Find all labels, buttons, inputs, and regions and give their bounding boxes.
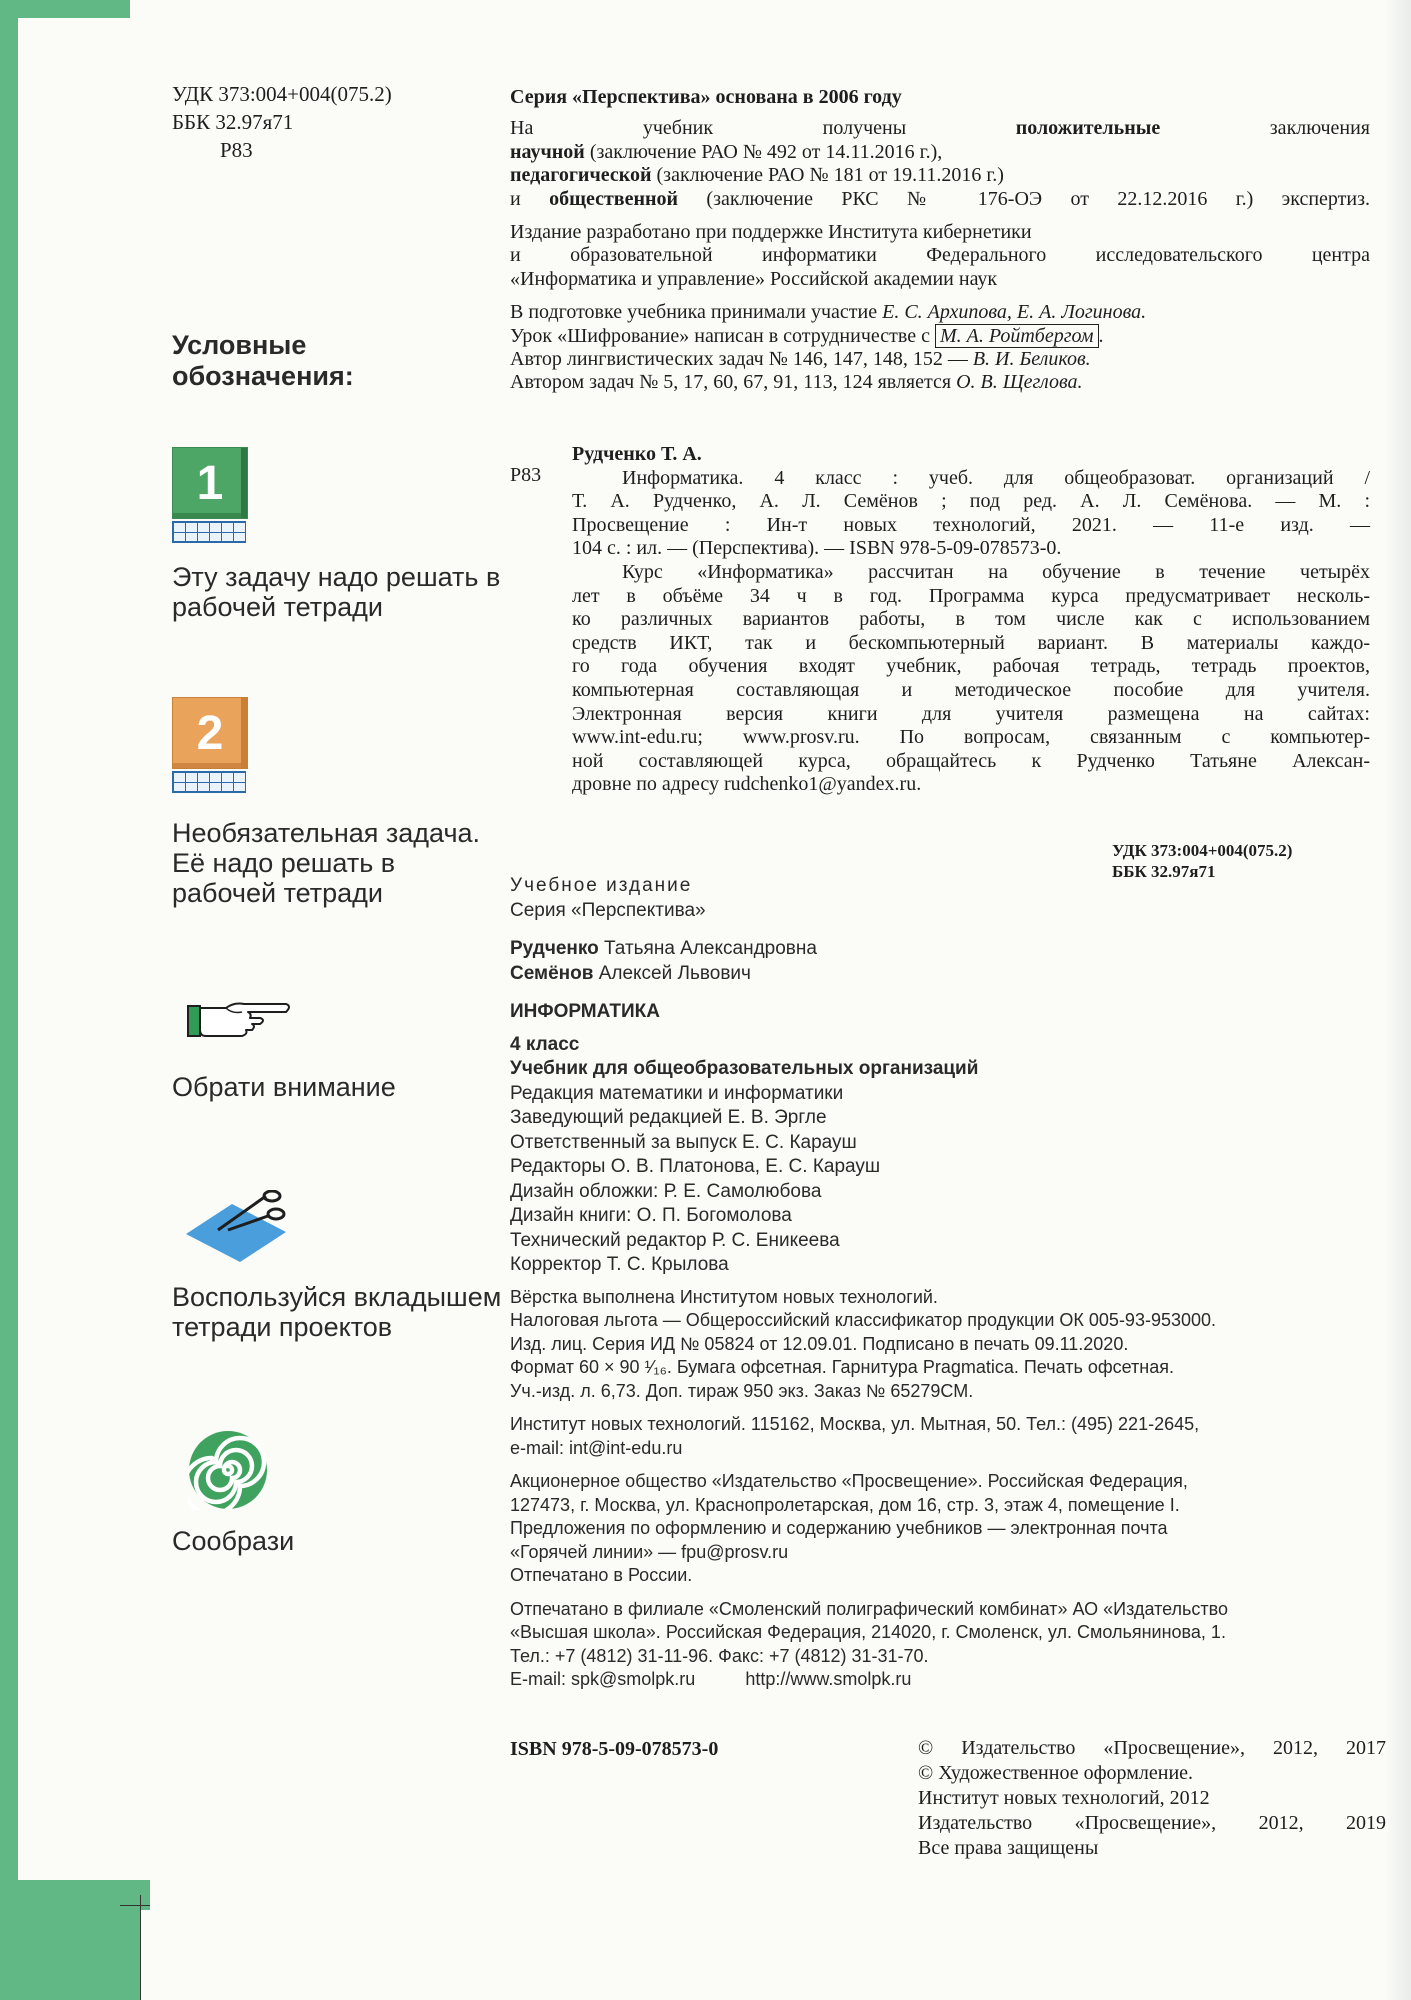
staff-list: Редакция математики и информатики Заведующий редакцией Е. В. Эргле Ответственный за выпуск Е. С. Карауш Редакторы О. В. Платонова, Е. С. Карауш Дизайн обложки: Р. Е. Самолюбова Дизайн книги: О. П. Богомолова Технический редактор Р. С. Еникеева Корректор Т. С. Крылова — [510, 1082, 881, 1275]
bbk-code: ББК 32.97я71 — [172, 110, 294, 134]
legend-text-attention: Обрати внимание — [172, 1072, 396, 1102]
printer-address: Отпечатано в филиале «Смоленский полиграфический комбинат» АО «Издательство «Высшая школа». Российская Федерация, 214020, г. Смоленск, ул. Смольянинова, 1. Тел.: +7 (4812) 31-11-96. Факс: +7 (4812) 31-31-70. E-mail: spk@smolpk.ru http://www.smolpk.ru — [510, 1598, 1229, 1689]
task-number-1-icon: 1 — [172, 447, 246, 543]
udk-block-right: УДК 373:004+004(075.2) ББК 32.97я71 — [1112, 841, 1293, 881]
annotation-code: Р83 — [510, 464, 542, 486]
page-bottom — [140, 1910, 1411, 2000]
boxed-name: М. А. Ройтбергом — [935, 324, 1099, 348]
support-note: Издание разработано при поддержке Института кибернетики и образовательной информатики Федерального исследовательского центра «Информатика и управление» Российской академии наук — [510, 221, 1370, 290]
task-number-2-icon: 2 — [172, 697, 246, 793]
crop-mark — [120, 1905, 150, 1906]
frame-inner — [18, 18, 130, 1898]
scissors-icon — [184, 1190, 288, 1262]
book-title: ИНФОРМАТИКА — [510, 1001, 660, 1022]
annotation: Рудченко Т. А. Информатика. 4 класс : учеб. для общеобразоват. организаций / Т. А. Рудченко, А. Л. Семёнов ; под ред. А. Л. Семёнова. — М. : Просвещение : Ин-т новых технологий, 2021. — 11-е изд. — 104 с. : ил. — (Перспектива). — ISBN 978-5-09-078573-0. Курс «Информатика» рассчитан на обучение в течение четырёх лет в объёме 34 ч в год. Программа курса предусматривает несколь- ко различных вариантов работы, в том числе как с использованием средств ИКТ, так и бескомпьютерный вариант. В материалы каждо- го года обучения входят учебник, рабочая тетрадь, тетрадь проектов, компьютерная составляющая и методическое пособие для учителя. Электронная версия книги для учителя размещена на сайтах: www.int-edu.ru; www.prosv.ru. По вопросам, связанным с компьютер- ной составляющей курса, обращайтесь к Рудченко Татьяне Алексан- дровне по адресу rudchenko1@yandex.ru. — [572, 443, 1370, 796]
author-code: Р83 — [220, 138, 253, 162]
page-edge-shadow — [1385, 0, 1411, 2000]
legend-text-figure-out: Сообрази — [172, 1526, 295, 1556]
author-2: Семёнов Алексей Львович — [510, 962, 751, 984]
annotation-author: Рудченко Т. А. — [572, 443, 702, 465]
legend-title: Условные обозначения: — [172, 330, 354, 391]
crop-mark — [140, 1895, 141, 2000]
isbn: ISBN 978-5-09-078573-0 — [510, 1738, 719, 1760]
legend-text-optional: Необязательная задача. Её надо решать в рабочей тетради — [172, 818, 481, 908]
series-note: Серия «Перспектива» основана в 2006 году — [510, 86, 902, 108]
legend-text-insert: Воспользуйся вкладышем тетради проектов — [172, 1282, 502, 1342]
pointing-hand-icon — [186, 996, 294, 1044]
udk-block-left — [172, 80, 472, 164]
spiral-icon — [188, 1430, 268, 1510]
int-address: Институт новых технологий. 115162, Москва, ул. Мытная, 50. Тел.: (495) 221-2645, e-mail: int@int-edu.ru — [510, 1414, 1200, 1458]
edition-type: Учебное издание — [510, 875, 693, 896]
tech-data: Вёрстка выполнена Институтом новых технологий. Налоговая льгота — Общероссийский классификатор продукции ОК 005-93-953000. Изд. лиц. Серия ИД № 05824 от 12.09.01. Подписано в печать 09.11.2020. Формат 60 × 90 ¹⁄₁₆. Бумага офсетная. Гарнитура Pragmatica. Печать офсетная. Уч.-изд. л. 6,73. Доп. тираж 950 экз. Заказ № 65279СМ. — [510, 1286, 1217, 1401]
publisher-address: Акционерное общество «Издательство «Просвещение». Российская Федерация, 127473, г. Москва, ул. Краснопролетарская, дом 16, стр. 3, этаж 4, помещение I. Предложения по оформлению и содержанию учебников — электронная почта «Горячей линии» — fpu@prosv.ru Отпечатано в России. — [510, 1471, 1188, 1585]
subtitle: Учебник для общеобразовательных организаций — [510, 1058, 979, 1079]
imprint — [510, 874, 1380, 1692]
grid-icon — [172, 521, 246, 543]
udk-code: УДК 373:004+004(075.2) — [172, 82, 392, 106]
series: Серия «Перспектива» — [510, 899, 706, 921]
grade: 4 класс — [510, 1033, 580, 1055]
green-frame-bottom — [0, 1880, 150, 2000]
front-matter — [510, 86, 1370, 405]
credits: В подготовке учебника принимали участие Е. С. Архипова, Е. А. Логинова. Урок «Шифрование» написан в сотрудничестве с М. А. Ройтбергом . Автор лингвистических задач № 146, 147, 148, 152 — В. И. Беликов. Автором задач № 5, 17, 60, 67, 91, 113, 124 является О. В. Щеглова. — [510, 301, 1147, 394]
expertise-note: На учебник получены положительные заключения научной (заключение РАО № 492 от 14.11.2016 г.), педагогической (заключение РАО № 181 от 19.11.2016 г.) и общественной (заключение РКС № 176-ОЭ от 22.12.2016 г.) экспертиз. — [510, 117, 1371, 210]
author-1: Рудченко Татьяна Александровна — [510, 938, 817, 959]
legend-text-workbook: Эту задачу надо решать в рабочей тетради — [172, 562, 501, 622]
grid-icon — [172, 771, 246, 793]
copyright: © Издательство «Просвещение», 2012, 2017 © Художественное оформление. Институт новых технологий, 2012 Издательство «Просвещение», 2012, 2019 Все права защищены — [918, 1737, 1386, 1859]
